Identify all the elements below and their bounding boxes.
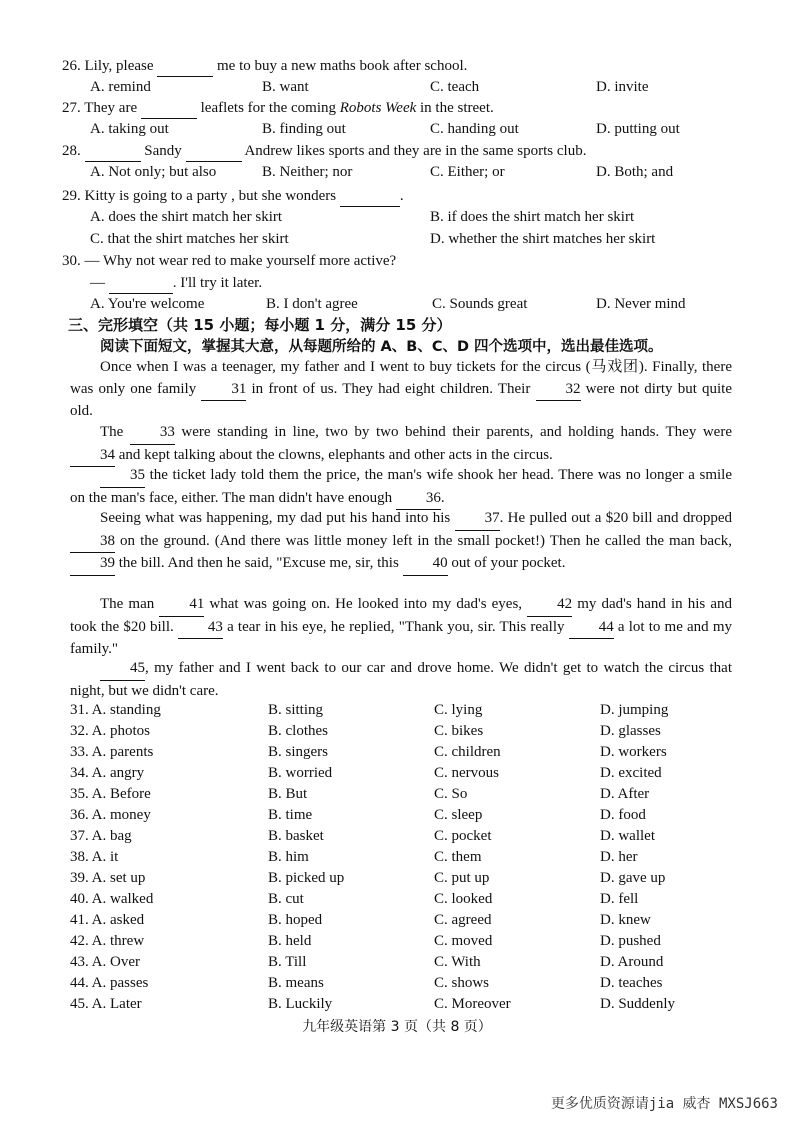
option-d: D. invite xyxy=(596,79,649,95)
blank-31: 31 xyxy=(201,379,246,402)
option-b: B. held xyxy=(268,933,312,949)
option-b: B. him xyxy=(268,849,309,865)
passage-text: a tear in his eye, he replied, "Thank you, sir. This really xyxy=(227,618,565,635)
option-c: C. So xyxy=(434,786,468,802)
question-text: Andrew likes sports and they are in the same sports club. xyxy=(244,143,587,159)
answer-blank xyxy=(141,98,197,119)
section-title: 三、完形填空（共 15 小题；每小题 1 分，满分 15 分） xyxy=(68,316,452,334)
question-text: Sandy xyxy=(144,143,182,159)
answer-blank xyxy=(340,186,400,207)
answer-blank xyxy=(85,141,141,162)
option-c: C. that the shirt matches her skirt xyxy=(90,231,289,247)
option-d: D. food xyxy=(600,807,646,823)
question-text: They are xyxy=(84,100,138,116)
passage-text: . xyxy=(440,489,445,506)
passage-text: my dad's hand in his and took the $20 bill. xyxy=(70,596,733,635)
option-c: C. pocket xyxy=(434,828,492,844)
question-text: — xyxy=(90,275,105,291)
question-text: leaflets for the coming xyxy=(200,100,336,116)
blank-35: 35 xyxy=(100,465,145,488)
question-text: in the street. xyxy=(420,100,494,116)
option-c: C. With xyxy=(434,954,481,970)
question-26 xyxy=(62,56,467,77)
passage-paragraph-2 xyxy=(70,422,732,467)
option-b: B. cut xyxy=(268,891,304,907)
option-a: 36. A. money xyxy=(70,807,151,823)
page-footer: 九年级英语第 3 页（共 8 页） xyxy=(302,1019,492,1035)
question-number: 27. xyxy=(62,100,81,116)
option-d: D. excited xyxy=(600,765,662,781)
option-c: C. teach xyxy=(430,79,480,95)
passage-text: on the ground. (And there was little money left in the small pocket!) Then he called the man back, xyxy=(120,532,732,549)
option-d: D. Both; and xyxy=(596,164,674,180)
option-a: 31. A. standing xyxy=(70,702,161,718)
passage-paragraph-1 xyxy=(70,357,732,423)
blank-37: 37 xyxy=(455,508,500,531)
blank-34: 34 xyxy=(70,445,115,468)
option-c: C. lying xyxy=(434,702,483,718)
option-d: D. putting out xyxy=(596,121,680,137)
option-d: D. Around xyxy=(600,954,664,970)
passage-text: and kept talking about the clowns, elephants and other acts in the circus. xyxy=(118,446,553,463)
option-d: D. fell xyxy=(600,891,639,907)
option-c: C. Sounds great xyxy=(432,296,528,312)
option-a: A. Not only; but also xyxy=(90,164,217,180)
option-c: C. moved xyxy=(434,933,493,949)
passage-text: The xyxy=(100,424,124,440)
option-b: B. basket xyxy=(268,828,324,844)
passage-text: what was going on. He looked into my dad's eyes, xyxy=(209,596,523,612)
option-d: D. teaches xyxy=(600,975,663,991)
blank-45: 45 xyxy=(100,658,145,681)
option-a: 44. A. passes xyxy=(70,975,149,991)
option-d: D. workers xyxy=(600,744,667,760)
option-d: D. gave up xyxy=(600,870,666,886)
option-d: D. Suddenly xyxy=(600,996,675,1012)
option-b: B. Till xyxy=(268,954,307,970)
question-text: me to buy a new maths book after school. xyxy=(217,58,468,74)
option-c: C. children xyxy=(434,744,501,760)
answer-blank xyxy=(109,273,173,294)
blank-38: 38 xyxy=(70,531,115,554)
question-30-line2 xyxy=(90,273,262,294)
passage-text: , my father and I went back to our car and drove home. We didn't get to watch the circus that night, but we didn't care. xyxy=(70,660,732,699)
option-a: A. remind xyxy=(90,79,151,95)
passage-paragraph-3 xyxy=(70,465,732,510)
option-b: B. sitting xyxy=(268,702,324,718)
blank-41: 41 xyxy=(159,594,204,617)
option-c: C. agreed xyxy=(434,912,492,928)
question-text: — Why not wear red to make yourself more active? xyxy=(84,253,397,269)
option-d: D. jumping xyxy=(600,702,669,718)
passage-text: out of your pocket. xyxy=(451,555,566,572)
option-d: D. glasses xyxy=(600,723,661,739)
option-a: 37. A. bag xyxy=(70,828,132,844)
option-b: B. time xyxy=(268,807,313,823)
question-number: 26. xyxy=(62,58,81,74)
passage-text: were standing in line, two by two behind their parents, and holding hands. They were xyxy=(181,424,732,440)
option-a: A. does the shirt match her skirt xyxy=(90,209,283,225)
option-c: C. bikes xyxy=(434,723,484,739)
option-d: D. her xyxy=(600,849,638,865)
option-c: C. them xyxy=(434,849,482,865)
option-a: 43. A. Over xyxy=(70,954,140,970)
question-text: . I'll try it later. xyxy=(172,275,263,291)
option-b: B. But xyxy=(268,786,308,802)
question-28 xyxy=(62,141,586,162)
question-number: 28. xyxy=(62,143,81,159)
passage-text: . He pulled out a $20 bill and dropped xyxy=(499,510,733,526)
option-d: D. knew xyxy=(600,912,651,928)
blank-44: 44 xyxy=(569,617,614,640)
option-b: B. worried xyxy=(268,765,333,781)
question-29 xyxy=(62,186,404,207)
blank-32: 32 xyxy=(536,379,581,402)
option-d: D. pushed xyxy=(600,933,661,949)
passage-text: the ticket lady told them the price, the man's wife shook her head. There was no longer a smile on the man's face, either. The man didn't have enough xyxy=(70,467,732,506)
option-b: B. finding out xyxy=(262,121,346,137)
passage-text: the bill. And then he said, "Excuse me, sir, this xyxy=(118,555,399,572)
option-a: 41. A. asked xyxy=(70,912,145,928)
option-c: C. handing out xyxy=(430,121,519,137)
blank-42: 42 xyxy=(527,594,572,617)
passage-paragraph-5 xyxy=(70,594,732,661)
option-b: B. hoped xyxy=(268,912,323,928)
watermark-text: 更多优质资源请jia 威杏 MXSJ663 xyxy=(550,1096,778,1112)
blank-39: 39 xyxy=(70,553,115,576)
passage-text: were not dirty but quite old. xyxy=(70,380,733,420)
option-d: D. Never mind xyxy=(596,296,686,312)
passage-paragraph-6 xyxy=(70,658,732,702)
option-d: D. After xyxy=(600,786,650,802)
option-b: B. means xyxy=(268,975,324,991)
question-text: . xyxy=(399,188,404,204)
question-27 xyxy=(62,98,494,119)
blank-33: 33 xyxy=(130,422,175,445)
option-c: C. Either; or xyxy=(430,164,505,180)
passage-text: Once when I was a teenager, my father and I went to buy tickets for the circus (马戏团). Finally, there was only one family xyxy=(70,359,732,397)
option-a: 32. A. photos xyxy=(70,723,151,739)
section-instruction: 阅读下面短文，掌握其大意，从每题所给的 A、B、C、D 四个选项中，选出最佳选项。 xyxy=(100,339,663,355)
passage-paragraph-4 xyxy=(70,508,732,576)
option-a: 42. A. threw xyxy=(70,933,145,949)
option-b: B. singers xyxy=(268,744,328,760)
option-a: 40. A. walked xyxy=(70,891,154,907)
option-a: 38. A. it xyxy=(70,849,119,865)
option-b: B. want xyxy=(262,79,309,95)
option-a: A. taking out xyxy=(90,121,169,137)
option-c: C. looked xyxy=(434,891,493,907)
option-d: D. whether the shirt matches her skirt xyxy=(430,231,656,247)
option-c: C. sleep xyxy=(434,807,483,823)
option-b: B. Luckily xyxy=(268,996,333,1012)
option-a: 34. A. angry xyxy=(70,765,145,781)
answer-blank xyxy=(157,56,213,77)
passage-text: a lot to me and my family." xyxy=(70,618,733,658)
blank-36: 36 xyxy=(396,488,441,511)
question-number: 29. xyxy=(62,188,81,204)
blank-40: 40 xyxy=(403,553,448,576)
question-text: Kitty is going to a party , but she wonders xyxy=(84,188,337,204)
option-b: B. picked up xyxy=(268,870,345,886)
option-b: B. if does the shirt match her skirt xyxy=(430,209,635,225)
option-a: 35. A. Before xyxy=(70,786,151,802)
question-text: Lily, please xyxy=(84,58,154,74)
passage-text: in front of us. They had eight children. Their xyxy=(251,380,531,397)
passage-text: The man xyxy=(100,596,155,612)
blank-43: 43 xyxy=(178,617,223,640)
option-c: C. shows xyxy=(434,975,490,991)
option-a: 39. A. set up xyxy=(70,870,146,886)
option-a: 45. A. Later xyxy=(70,996,142,1012)
passage-text: Seeing what was happening, my dad put his hand into his xyxy=(100,510,451,526)
option-c: C. put up xyxy=(434,870,490,886)
option-a: A. You're welcome xyxy=(90,296,205,312)
option-d: D. wallet xyxy=(600,828,655,844)
option-c: C. Moreover xyxy=(434,996,511,1012)
question-30 xyxy=(62,251,396,271)
option-c: C. nervous xyxy=(434,765,499,781)
option-b: B. clothes xyxy=(268,723,328,739)
question-text-italic: Robots Week xyxy=(339,100,417,116)
option-b: B. Neither; nor xyxy=(262,164,353,180)
option-b: B. I don't agree xyxy=(266,296,358,312)
question-number: 30. xyxy=(62,253,81,269)
answer-blank xyxy=(186,141,242,162)
option-a: 33. A. parents xyxy=(70,744,154,760)
